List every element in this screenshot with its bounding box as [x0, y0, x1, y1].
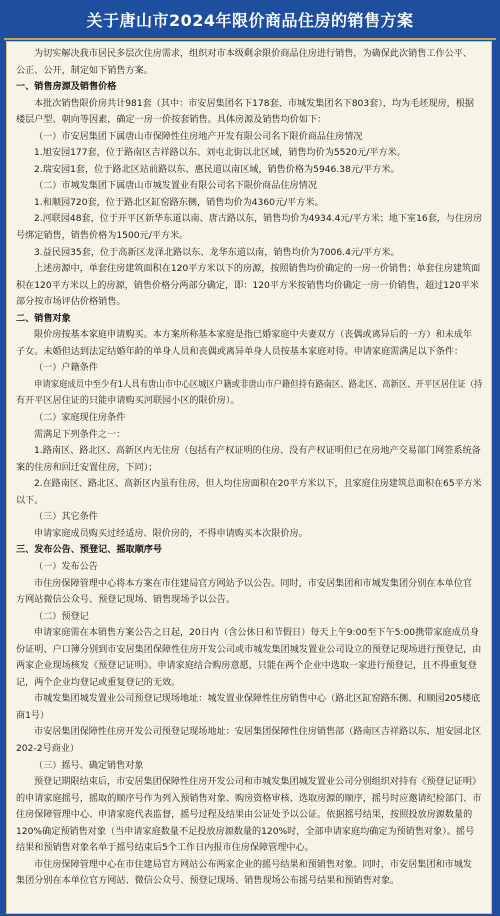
body-text-line: 2.瑞安园1套，位于路北区站前路以东、惠民道以南区域，销售价格为5946.38元/平方米。	[34, 164, 400, 175]
section-heading: 二、销售对象	[16, 313, 71, 324]
body-text-line: 1.路南区、路北区、高新区内无住房（包括有产权证明的住房、没有产权证明但已在房地产交易部门网签系统备	[34, 446, 481, 457]
body-text-line: 1.旭安园177套，位于路南区吉祥路以东、刘屯北街以北区域，销售均价为5520元/平方米。	[34, 148, 406, 159]
body-text-line: 商1号）	[16, 710, 50, 721]
subsection-heading: （一）户籍条件	[34, 363, 98, 374]
body-text-line: 楼层户型、朝向等因素，确定一房一价按套销售。具体房源及销售均价如下：	[16, 115, 327, 126]
body-text-line: 子女。未婚但达到法定结婚年龄的单身人员和丧偶或离异单身人员按基本家庭对待。申请家庭需满足以下条件：	[16, 346, 464, 357]
body-text-line: 预登记期限结束后，市安居集团保障性住房开发公司和市城发集团城发置业公司分别组织对持有《预登记证明》	[34, 777, 482, 788]
body-text-line: 集团分别在本单位官方网站、微信公众号、预登记现场、销售现场公布摇号结果和预销售对象。	[16, 876, 400, 887]
subsection-heading: （二）市城发集团下属唐山市城发置业有限公司名下限价商品住房情况	[34, 181, 317, 192]
subsection-heading: （三）摇号、确定销售对象	[34, 760, 144, 771]
document-body	[6, 41, 492, 914]
body-text-line: 202-2号商业）	[16, 743, 80, 754]
title-divider	[4, 38, 496, 40]
body-text-line: 申请家庭需在本销售方案公告之日起，20日内（含公休日和节假日）每天上午9:00至下午5:00携带家庭成员身	[34, 628, 479, 639]
body-text-line: 住房保障管理中心、申请家庭代表监督，摇号过程及结果由公证处予以公证。依据摇号结果，按照投放房源数量的	[16, 810, 473, 821]
body-text-line: 案的住房和回迁安置住房，下同）；	[16, 462, 158, 473]
body-text-line: 3.益民园35套，位于高新区龙泽北路以东、龙华东道以南，销售均价为7006.4元/平方米。	[34, 247, 400, 258]
body-text-line: 以下。	[16, 495, 44, 506]
body-text-line: 号绑定销售，销售价格为1500元/平方米。	[16, 231, 189, 242]
body-text-line: 需满足下列条件之一：	[34, 429, 126, 440]
subsection-heading: （一）市安居集团下属唐山市保障性住房地产开发有限公司名下限价商品住房情况	[34, 131, 363, 142]
body-text-line: 市城发集团城发置业公司预登记现场地址：城发置业保障性住房销售中心（路北区缸窑路东侧、和顺园205楼底	[34, 694, 481, 705]
body-text-line: 市住房保障管理中心将本方案在市住建局官方网站予以公告。同时，市安居集团和市城发集团分别在本单位官	[34, 578, 472, 589]
body-text-line: 市住房保障管理中心在市住建局官方网站公布两家企业的摇号结果和预销售对象。同时，市安居集团和市城发	[34, 859, 472, 870]
body-text-line: 公正、公开，制定如下销售方案。	[16, 65, 153, 76]
body-text-line: 本批次销售限价房共计981套（其中：市安居集团名下178套、市城发集团名下803套），均为毛坯现房，根据	[34, 98, 475, 109]
body-text-line: 限价房按基本家庭申请购买。本方案所称基本家庭是指已婚家庭中夫妻双方（丧偶或离异后的一方）和未成年	[34, 330, 472, 341]
subsection-heading: （三）其它条件	[34, 512, 98, 523]
body-text-line: 结果和预销售对象名单于摇号结束后5个工作日内报市住房保障管理中心。	[16, 843, 314, 854]
page-title: 关于唐山市2024年限价商品住房的销售方案	[86, 10, 414, 30]
body-text-line: 1.和顺园720套，位于路北区缸窑路东侧，销售均价为4360元/平方米。	[34, 197, 324, 208]
body-text-line: 记，两个企业均登记或重复登记的无效。	[16, 677, 181, 688]
subsection-heading: （二）预登记	[34, 611, 89, 622]
body-text-line: 部分按市场评估价格销售。	[16, 297, 126, 308]
body-text-line: 有开平区居住证的只能申请购买河联园小区的限价房）。	[16, 396, 240, 407]
body-text-line: 120%确定预销售对象（当申请家庭数量不足投放房源数量的120%时，全部申请家庭均确定为预销售对象）。摇号	[16, 826, 475, 837]
body-text-line: 为切实解决我市居民多层次住房需求，组织对市本级剩余限价商品住房进行销售，为确保此次销售工作公平、	[34, 49, 472, 59]
body-text-line: 2.在路南区、路北区、高新区内虽有住房，但人均住房面积在20平方米以下，且家庭住房建筑总面积在65平方米	[34, 479, 482, 490]
body-text-line: 市安居集团保障性住房开发公司预登记现场地址：安居集团保障性住房销售部（路南区吉祥路以东、旭安园北区	[34, 727, 482, 738]
subsection-heading: （一）发布公告	[34, 561, 98, 572]
body-text-line: 方网站微信公众号、预登记现场、销售现场予以公告。	[16, 595, 235, 606]
body-text-line: 两家企业现场核发《预登记证明》。申请家庭结合购房意愿，只能在两个企业中选取一家进行预登记，且不得重复登	[16, 661, 477, 672]
body-text-line: 上述房源中，单套住房建筑面积在120平方米以下的房源，按照销售均价确定的一房一价销售；单套住房建筑面	[34, 264, 481, 275]
body-text-line: 申请家庭成员购买过经适房、限价房的，不得申请购买本次限价房。	[34, 528, 308, 539]
body-text-line: 积在120平方米以上的房源，销售价格分两部分确定，即：120平方米按销售均价确定一房一价销售，超过120平米	[16, 280, 479, 291]
body-text-line: 的申请家庭摇号，摇取的顺序号作为列入预销售对象、购房资格审核、选取房源的顺序，摇号时应邀请纪检部门、市	[16, 793, 482, 804]
body-text-line: 份证明、户口簿分别到市安居集团保障性住房开发公司或市城发集团城发置业公司设立的预登记现场进行预登记，由	[16, 644, 482, 655]
body-text-line: 2.河联园48套，位于开平区新华东道以南、唐古路以东，销售均价为4934.4元/平方米；地下室16套，与住房房	[34, 214, 483, 225]
section-heading: 一、销售房源及销售价格	[16, 82, 117, 93]
body-text-line: 申请家庭成员中至少有1人具有唐山市中心区城区户籍或非唐山市户籍但持有路南区、路北区、高新区、开平区居住证（持	[34, 379, 483, 390]
section-heading: 三、发布公告、预登记、摇取顺序号	[16, 545, 162, 556]
subsection-heading: （二）家庭现住房条件	[34, 413, 126, 424]
